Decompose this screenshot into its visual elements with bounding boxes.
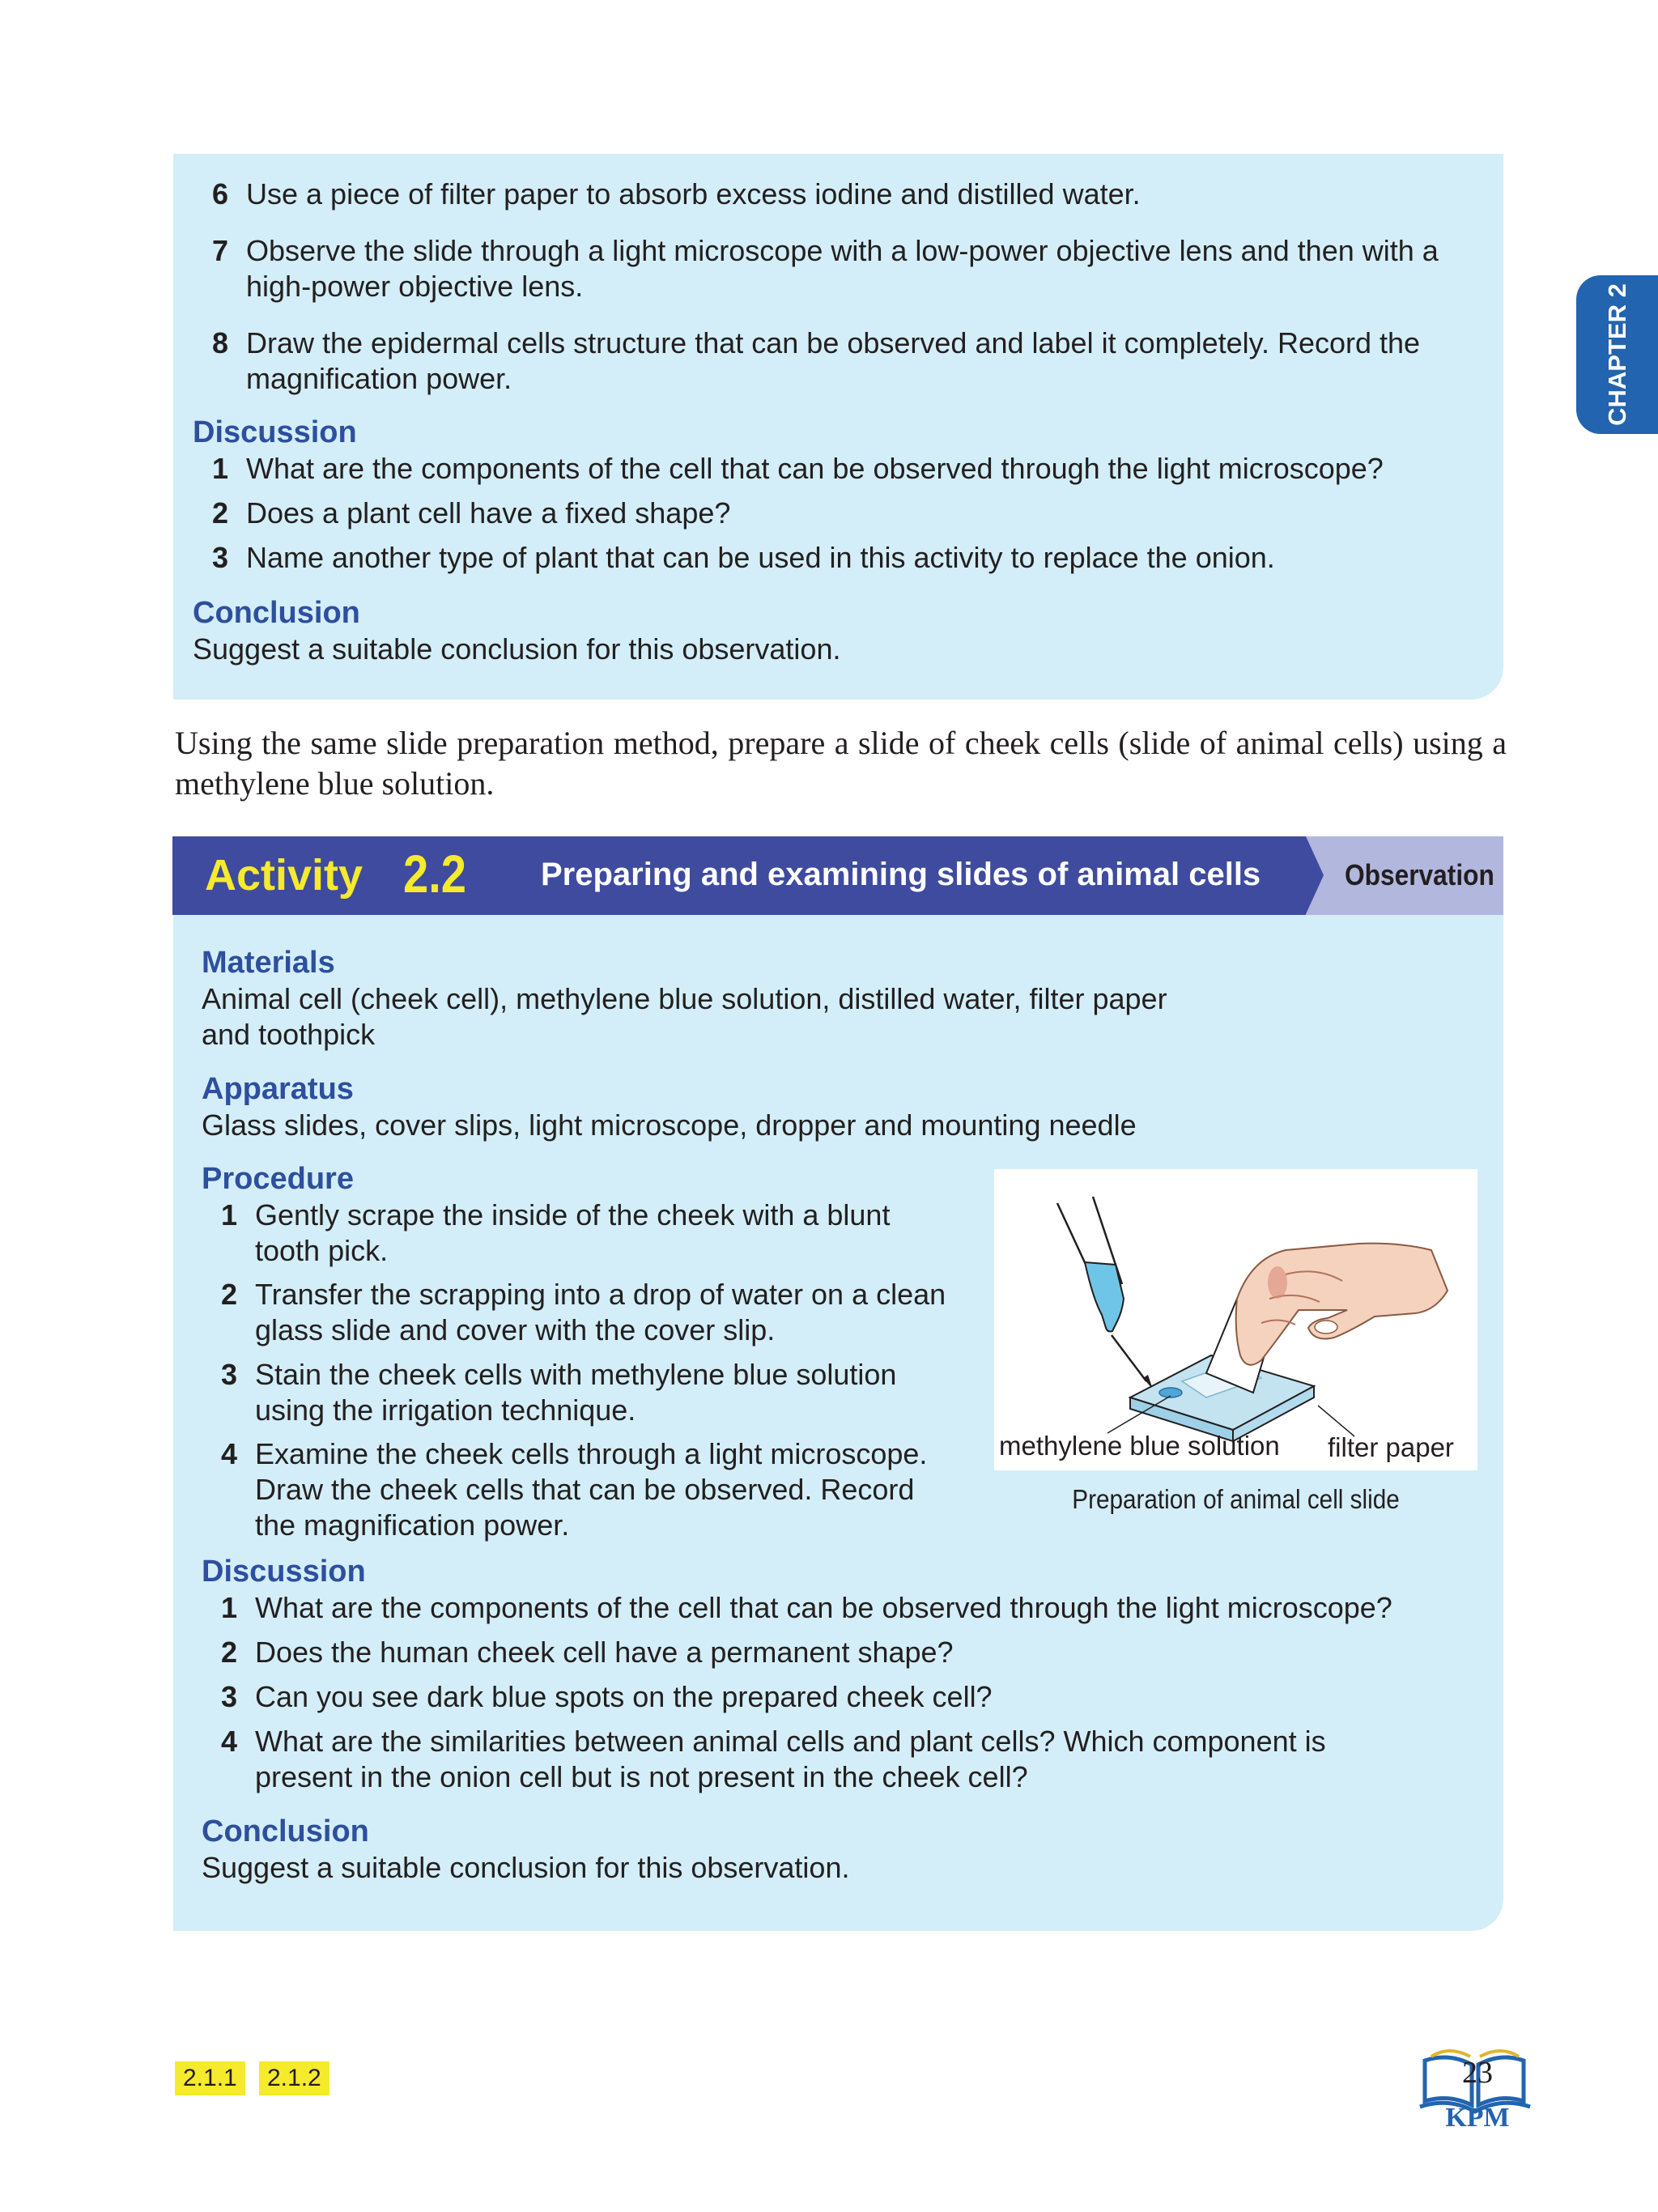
activity-type: Observation: [1345, 858, 1494, 891]
item-number: 1: [212, 452, 229, 485]
discussion-heading: Discussion: [202, 1555, 366, 1589]
activity-arrow-tip: [1306, 836, 1324, 914]
procedure-heading: Procedure: [202, 1162, 354, 1196]
figure-label-methylene-blue: methylene blue solution: [999, 1431, 1280, 1461]
step-number: 8: [212, 326, 229, 359]
discussion-item-3: [221, 1679, 1484, 1715]
step-text: Draw the epidermal cells structure that can be observed and label it completely. Record the magnification power.: [246, 326, 1421, 395]
publisher-logo-text: KPM: [1445, 2103, 1510, 2133]
materials-heading: Materials: [202, 946, 335, 980]
item-text: Does the human cheek cell have a permanent shape?: [255, 1636, 954, 1669]
activity-number: 2.2: [403, 844, 466, 904]
procedure-step-2: [221, 1277, 958, 1348]
slide-preparation-illustration: [994, 1169, 1477, 1470]
discussion-item-4: [221, 1724, 1419, 1795]
step-number: 3: [221, 1358, 238, 1391]
step-text: Use a piece of filter paper to absorb excess iodine and distilled water.: [246, 177, 1141, 211]
discussion-item-1: [221, 1590, 1484, 1626]
item-number: 3: [221, 1680, 238, 1713]
item-text: Can you see dark blue spots on the prepared cheek cell?: [255, 1680, 993, 1713]
intro-paragraph: Using the same slide preparation method, prepare a slide of cheek cells (slide of animal cells) using a methylene blue solution.: [175, 725, 1507, 802]
discussion-item-2: [212, 496, 1475, 531]
procedure-step-3: [221, 1357, 958, 1428]
step-text: Observe the slide through a light microscope with a low-power objective lens and then with a high-power objective lens.: [246, 234, 1439, 303]
step-number: 7: [212, 234, 229, 267]
step-text: Gently scrape the inside of the cheek with a blunt tooth pick.: [255, 1198, 891, 1267]
step-text: Transfer the scrapping into a drop of water on a clean glass slide and cover with the cover slip.: [255, 1278, 946, 1346]
item-text: What are the components of the cell that can be observed through the light microscope?: [255, 1591, 1392, 1624]
hand-icon: [1236, 1244, 1448, 1365]
step-number: 6: [212, 177, 229, 211]
step-8: [212, 325, 1475, 397]
step-number: 1: [221, 1198, 238, 1231]
activity-word: Activity: [205, 851, 363, 900]
materials-text: Animal cell (cheek cell), methylene blue solution, distilled water, filter paper and toothpick: [202, 982, 1167, 1051]
item-text: Name another type of plant that can be used in this activity to replace the onion.: [246, 541, 1275, 574]
item-text: What are the components of the cell that can be observed through the light microscope?: [246, 452, 1384, 485]
item-text: What are the similarities between animal cells and plant cells? Which component is present in the onion cell but is not present in the cheek cell?: [255, 1725, 1326, 1793]
item-number: 2: [221, 1636, 238, 1669]
discussion-heading: Discussion: [193, 415, 357, 449]
step-number: 4: [221, 1437, 238, 1470]
item-number: 1: [221, 1591, 238, 1624]
activity-title: Preparing and examining slides of animal cells: [541, 857, 1261, 892]
standard-tag-2: 2.1.2: [259, 2061, 329, 2095]
apparatus-heading: Apparatus: [202, 1072, 354, 1106]
page-number: 23: [1462, 2056, 1493, 2090]
dropper-icon: [1057, 1197, 1153, 1389]
apparatus-text: Glass slides, cover slips, light microscope, dropper and mounting needle: [202, 1108, 1137, 1142]
conclusion-text: Suggest a suitable conclusion for this observation.: [202, 1851, 850, 1884]
activity-header-bar: [172, 836, 1503, 915]
step-7: [212, 233, 1475, 304]
step-text: Stain the cheek cells with methylene blue solution using the irrigation technique.: [255, 1358, 897, 1427]
conclusion-text: Suggest a suitable conclusion for this observation.: [193, 632, 841, 666]
step-6: [212, 177, 1475, 212]
item-text: Does a plant cell have a fixed shape?: [246, 496, 731, 530]
chapter-tab: [1576, 275, 1658, 434]
step-text: Examine the cheek cells through a light microscope. Draw the cheek cells that can be observed. Record the magnification power.: [255, 1437, 928, 1542]
discussion-item-2: [221, 1635, 1484, 1670]
discussion-item-3: [212, 540, 1475, 576]
item-number: 4: [221, 1725, 238, 1758]
discussion-item-1: [212, 451, 1475, 487]
figure-label-filter-paper: filter paper: [1328, 1432, 1454, 1462]
procedure-step-1: [221, 1197, 958, 1269]
item-number: 3: [212, 541, 229, 574]
item-number: 2: [212, 496, 229, 530]
conclusion-heading: Conclusion: [202, 1814, 369, 1848]
standard-tag-1: 2.1.1: [175, 2061, 245, 2095]
slide-preparation-figure: [994, 1169, 1477, 1470]
step-number: 2: [221, 1278, 238, 1311]
chapter-tab-label: CHAPTER 2: [1602, 283, 1631, 426]
procedure-step-4: [221, 1436, 958, 1543]
figure-caption: Preparation of animal cell slide: [1072, 1484, 1400, 1514]
conclusion-heading: Conclusion: [193, 596, 360, 630]
